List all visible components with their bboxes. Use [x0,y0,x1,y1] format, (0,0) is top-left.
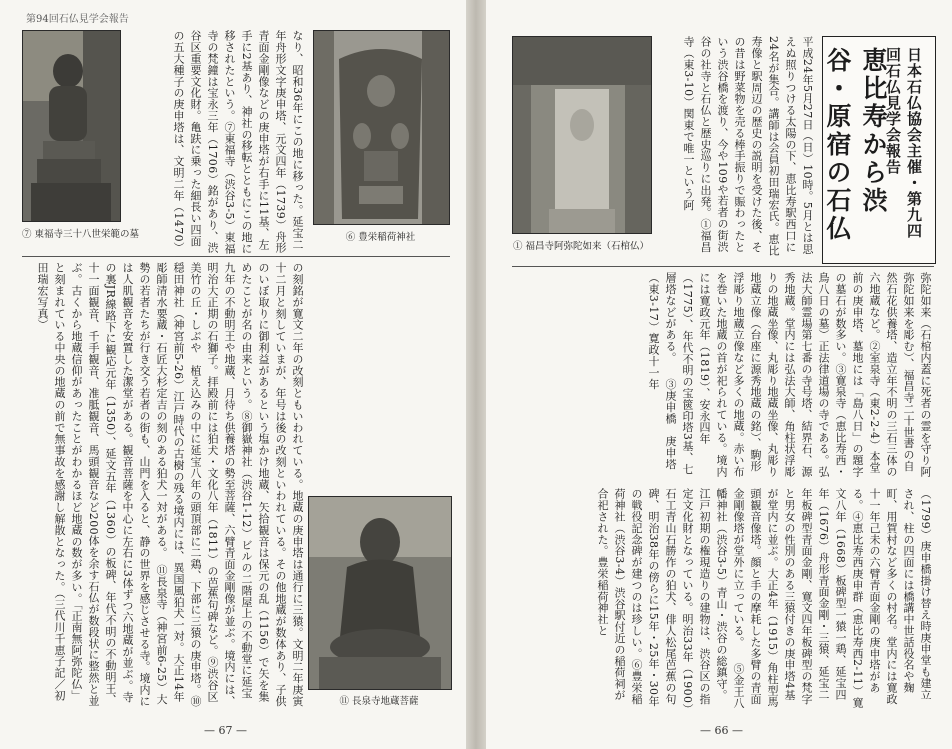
figure-1 [512,36,650,258]
text-right-lower [512,488,934,710]
article-title-box [822,36,936,264]
caption-1: ① 福昌寺阿弥陀如来（石棺仏） [512,241,650,252]
caption-7: ⑦ 東福寺三十八世栄範の墓 [22,229,140,240]
text-right-upper [512,272,934,480]
text-right-lower-b: ⑤金王八幡神社（渋谷3-5）青山・渋谷の総鎮守。江戸初期の権現造りの建物は、渋谷区の指定文化財となっている。明治33年（1900）石工青山石勝作の狛犬、俳人松尾芭蕉の句碑、明治38年の傍らに15年・25年・30年の戦役記念碑が建つのは珍しい。⑥豊栄稲荷神社（渋谷3-4）渋谷駅付近の稲荷祠が合祀された。豊栄稲荷神社と [596,488,745,710]
figure-11 [308,496,450,714]
book-gutter [466,0,488,749]
figure-7 [22,30,140,245]
photo-6 [313,30,450,225]
article-subtitle: 日本石仏協会主催・第九四回石仏見学会報告 [884,47,923,239]
text-left-upper: なり、昭和36年にこの地に移った。延宝二年舟形文字庚申塔、元文四年（1739）舟形青面金剛像などの庚申塔が右手に11基、左手に2基あり、神社の移転とともにこの地に移されたという。⑦東福寺（渋谷3-5）東福寺の梵鐘は宝永三年（1706）銘があり、渋谷区重要文化財。亀趺に乗った細長い四面の五大種子の庚申塔は、文明二年（1470） [172,30,304,255]
page-67 [0,0,468,749]
page-66 [486,0,952,749]
text-left-lower-a: の刻銘が寛文二年の改刻ともいわれている。地蔵の庚申塔は通行に三猿。文明二年庚寅十二月と刻していまが、年号は後の改刻といわれている。その他地蔵が数体あり、子供のいぼ取りに御利益があるという塩かけ地蔵、矢拾観音は保元の乱（1156）で矢を集めたことが名の由来という。⑧御嶽神社（渋谷1-12）ビルの二階屋上の不動堂に延宝九年の不動明王や地蔵、月待ち供養塔の勢至菩薩、六臂青面金剛像が並ぶ。境内には、明治大正期の石獅子。拝殿前には狛犬・文化八年（1811）の芭蕉句碑など。⑨渋谷区美竹の丘・しぶや 植え込みの中に延宝八年の頭頂部に二鶏、下部に三猿の庚申塔。⑩穏田神社（神宮前5-26）江戸時代の古樹の残る境内には、異国風狛犬一対。大正14年彫師清水要蔵・石匠大杉定吉の刻のある狛犬一対がある。 ⑪長泉寺（神宮前6-25）大勢の若者たちが行き交う若者の街も、山門を入ると、静の世界を感じさせる寺。境内には人肌観音を安置した潔堂がある。観音菩薩を中心に左右に3体ずつ六地蔵が並ぶ。寺の裏JR線路下に観応元年（1350）、延文五年（1360）の板碑、年代不明の不動明王、十一面観音、千手観音、准胝観音、馬頭観音など200体を余す石仏が数段状に整然と並ぶ。古くから地蔵信仰があったことがわかるほど地蔵の数が多い。「正南無阿弥陀仏」と刻まれている中央の地蔵の前で無事故を感謝し解散となった。（三代川千恵子記／初田瑞宏写真） [36,262,304,707]
photo-1 [512,36,652,234]
photo-11 [308,496,452,690]
page-number-66: — 66 — [700,724,743,737]
text-right-lower-a: （1799）庚申橋掛け替え時庚申堂も建立され、柱の四面には橋講中世話役名や麹町、用賀村など多くの村名。堂内には寛政十一年己未の六臂青面金剛の庚申塔がある。④恵比寿西庚申群（恵比寿西2-11）寛文八年（1668）板碑型一猿一鶏、延宝四年（1676）舟形青面金剛・三猿、延宝二年板碑型青面金剛、寛文四年板碑型の梵字と男女の性別のある三猿付きの庚申塔4基が堂内に並ぶ。大正4年（1915）角柱型馬頭観音像塔。顔と手の摩耗した多臂の青面金剛像塔が堂外に立っている。 [732,488,932,709]
intro-text: 平成24年5月27日（日）10時。5月とは思えぬ照りつける太陽の下、恵比寿駅西口に24名が集合。講師は会員初田瑞宏氏。恵比寿像と駅周辺の歴史の説明を受けた後、その昔は野菜物を売る棒手振りで賑わったという渋谷橋を渡り、今や109や若者の街渋谷の社寺と石仏と歴史巡りに出発。①福昌寺（東3-10）関東で唯一という阿 [682,36,814,256]
text-left-lower-b: ⑪長泉寺（神宮前6-25）大勢の若者たちが行き交う若者の街も、山門を入ると、静の世界を感じさせる寺。境内には人肌観音を安置した潔堂がある。観音菩薩を中心に左右に3体ずつ六地蔵が並ぶ。寺の裏JR線路下に観応元年（1350）、延文五年（1360）の板碑、年代不明の不動明王、十一面観音、千手観音、准胝観音、馬頭観音など200体を余す石仏が数段状に整然と並ぶ。古くから地蔵信仰があったことがわかるほど地蔵の数が多い。「正南無阿弥陀仏」と刻まれている中央の地蔵の前で無事故を感謝し解散となった。（三代川千恵子記／初田瑞宏写真） [36,262,168,707]
photo-7 [22,30,121,222]
text-right-upper-b: 弥陀如来（石棺内蓋に死者の霊を守り阿弥陀如来を彫む）、福昌寺二十世書の自然石花供養塔、造立年不明の三石三体の六地蔵など。②室泉寺（東2-2-4）本堂前の庚申塔、墓地には「島八日」の題字の墓石が数多い。③寛泉寺（恵比寿西・鳥八日の墓）正法律道場の寺である。弘法大師霊場第七番の寺号塔、結界石、源秀地蔵。堂内には弘法大師、角柱状浮彫りの地蔵坐像、丸彫り地蔵坐像、丸彫り地蔵立像（台座に源秀地蔵の銘）、駒形浮彫り地蔵立像など多くの地蔵。赤い布を巻いた地蔵の首が祀られている。境内には寛政元年（1819）、安永四年（1775）、年代不明の宝篋印塔3基、七層塔などがある。 [664,272,932,478]
page-number-67: — 67 — [204,724,247,737]
caption-11: ⑪ 長泉寺地蔵菩薩 [339,696,419,707]
running-header: 第94回石仏見学会報告 [26,14,129,25]
article-title: 恵比寿から渋谷・原宿の石仏 [823,47,888,243]
text-right-upper-c: ③庚申橋 庚申塔（東3-17）寛政十一年 [647,272,677,470]
caption-6: ⑥ 豊栄稲荷神社 [345,232,416,243]
section-rule-left [22,256,450,257]
section-rule-right [512,266,934,267]
figure-6 [313,30,448,248]
